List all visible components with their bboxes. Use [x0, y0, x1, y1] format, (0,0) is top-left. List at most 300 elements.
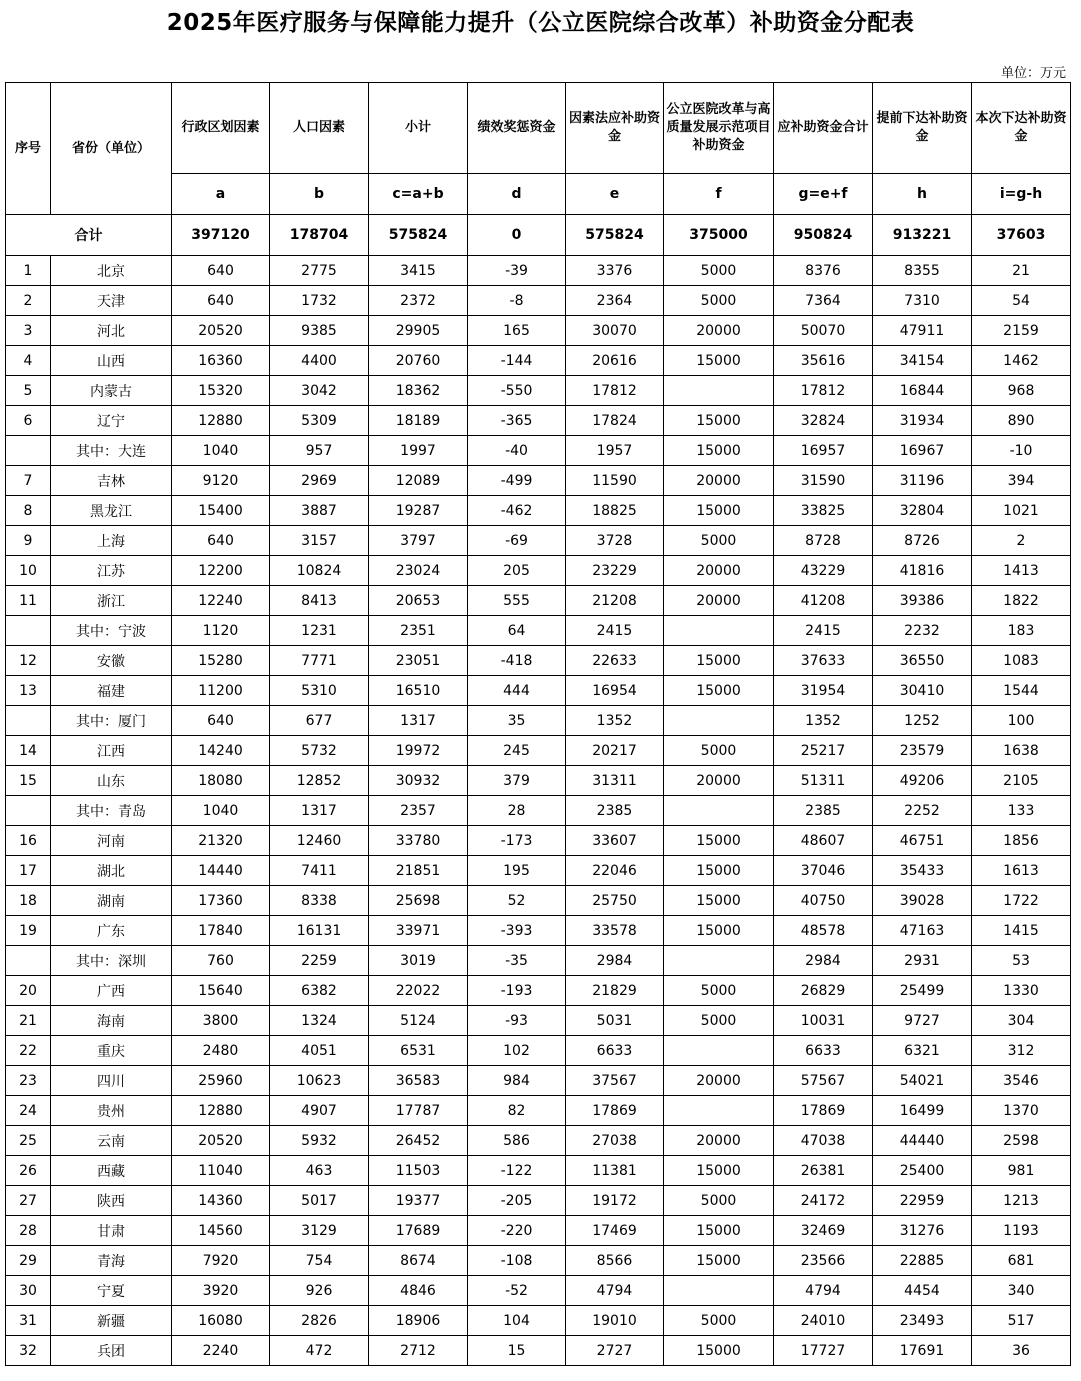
- province-name: 海南: [51, 1006, 172, 1036]
- table-cell: -40: [468, 436, 566, 466]
- table-cell: 24010: [774, 1306, 873, 1336]
- table-cell: 4051: [270, 1036, 369, 1066]
- row-index: 16: [6, 826, 51, 856]
- table-cell: 195: [468, 856, 566, 886]
- table-cell: 15000: [664, 406, 774, 436]
- table-cell: 6633: [774, 1036, 873, 1066]
- row-index: 9: [6, 526, 51, 556]
- table-cell: 6382: [270, 976, 369, 1006]
- table-cell: 32469: [774, 1216, 873, 1246]
- province-name: 贵州: [51, 1096, 172, 1126]
- table-cell: 20520: [172, 316, 270, 346]
- column-formula: a: [172, 174, 270, 215]
- row-index: [6, 616, 51, 646]
- table-cell: 49206: [873, 766, 972, 796]
- table-cell: 15000: [664, 436, 774, 466]
- table-row: [6, 796, 1071, 826]
- province-name: 其中：厦门: [51, 706, 172, 736]
- table-cell: 23493: [873, 1306, 972, 1336]
- row-index: 4: [6, 346, 51, 376]
- table-cell: 6633: [566, 1036, 664, 1066]
- header-row: [6, 83, 1071, 174]
- table-cell: 104: [468, 1306, 566, 1336]
- table-cell: 14560: [172, 1216, 270, 1246]
- table-row: [6, 586, 1071, 616]
- table-cell: 245: [468, 736, 566, 766]
- table-cell: 25400: [873, 1156, 972, 1186]
- province-name: 西藏: [51, 1156, 172, 1186]
- table-row: [6, 1156, 1071, 1186]
- table-cell: 3887: [270, 496, 369, 526]
- table-cell: 444: [468, 676, 566, 706]
- row-index: 5: [6, 376, 51, 406]
- table-cell: 2984: [566, 946, 664, 976]
- table-row: [6, 286, 1071, 316]
- table-cell: 26829: [774, 976, 873, 1006]
- table-cell: 1193: [972, 1216, 1071, 1246]
- table-cell: 19287: [369, 496, 468, 526]
- province-name: 山东: [51, 766, 172, 796]
- table-cell: 22046: [566, 856, 664, 886]
- province-name: 重庆: [51, 1036, 172, 1066]
- table-cell: 9385: [270, 316, 369, 346]
- table-cell: 7310: [873, 286, 972, 316]
- table-cell: 760: [172, 946, 270, 976]
- table-cell: 11200: [172, 676, 270, 706]
- column-formula: e: [566, 174, 664, 215]
- table-cell: 1413: [972, 556, 1071, 586]
- row-index: 11: [6, 586, 51, 616]
- row-index: 15: [6, 766, 51, 796]
- table-row: [6, 346, 1071, 376]
- table-cell: 2712: [369, 1336, 468, 1366]
- table-cell: 4907: [270, 1096, 369, 1126]
- table-cell: 34154: [873, 346, 972, 376]
- table-row: [6, 916, 1071, 946]
- table-cell: 165: [468, 316, 566, 346]
- table-cell: 2105: [972, 766, 1071, 796]
- table-cell: 21320: [172, 826, 270, 856]
- table-cell: 1021: [972, 496, 1071, 526]
- table-cell: 3129: [270, 1216, 369, 1246]
- table-cell: 20000: [664, 1066, 774, 1096]
- table-cell: -39: [468, 256, 566, 286]
- table-cell: 984: [468, 1066, 566, 1096]
- province-name: 山西: [51, 346, 172, 376]
- table-cell: 5309: [270, 406, 369, 436]
- table-cell: 5000: [664, 976, 774, 1006]
- table-cell: 20000: [664, 586, 774, 616]
- table-cell: 12880: [172, 406, 270, 436]
- table-row: [6, 496, 1071, 526]
- column-header: 小计: [369, 83, 468, 174]
- row-index: 20: [6, 976, 51, 1006]
- table-cell: 39386: [873, 586, 972, 616]
- table-cell: 4794: [566, 1276, 664, 1306]
- table-cell: 3728: [566, 526, 664, 556]
- table-cell: -69: [468, 526, 566, 556]
- table-cell: 15000: [664, 826, 774, 856]
- row-index: 30: [6, 1276, 51, 1306]
- table-cell: 517: [972, 1306, 1071, 1336]
- table-row: [6, 316, 1071, 346]
- row-index: 25: [6, 1126, 51, 1156]
- table-cell: 12089: [369, 466, 468, 496]
- total-cell: 575824: [369, 215, 468, 256]
- table-cell: 35433: [873, 856, 972, 886]
- table-cell: 16954: [566, 676, 664, 706]
- table-cell: 16510: [369, 676, 468, 706]
- table-cell: 15400: [172, 496, 270, 526]
- table-cell: 30070: [566, 316, 664, 346]
- table-cell: 41208: [774, 586, 873, 616]
- row-index: 18: [6, 886, 51, 916]
- table-cell: 8674: [369, 1246, 468, 1276]
- table-cell: 640: [172, 706, 270, 736]
- table-cell: -173: [468, 826, 566, 856]
- table-cell: 18189: [369, 406, 468, 436]
- table-cell: 2159: [972, 316, 1071, 346]
- table-row: [6, 1186, 1071, 1216]
- table-cell: 9727: [873, 1006, 972, 1036]
- province-name: 河北: [51, 316, 172, 346]
- table-cell: 20000: [664, 766, 774, 796]
- table-cell: 1317: [270, 796, 369, 826]
- table-cell: 8726: [873, 526, 972, 556]
- province-name: 福建: [51, 676, 172, 706]
- table-cell: [664, 1036, 774, 1066]
- table-cell: 17812: [774, 376, 873, 406]
- table-cell: 23051: [369, 646, 468, 676]
- table-cell: 2259: [270, 946, 369, 976]
- table-cell: -499: [468, 466, 566, 496]
- province-name: 天津: [51, 286, 172, 316]
- table-cell: 4454: [873, 1276, 972, 1306]
- table-cell: 26381: [774, 1156, 873, 1186]
- table-cell: 36550: [873, 646, 972, 676]
- row-index: 24: [6, 1096, 51, 1126]
- table-cell: 31276: [873, 1216, 972, 1246]
- table-cell: 64: [468, 616, 566, 646]
- table-cell: [664, 946, 774, 976]
- table-cell: 2727: [566, 1336, 664, 1366]
- total-label: 合计: [6, 215, 172, 256]
- table-cell: 15000: [664, 916, 774, 946]
- row-index: [6, 796, 51, 826]
- table-cell: 47163: [873, 916, 972, 946]
- table-cell: 640: [172, 256, 270, 286]
- table-cell: 2252: [873, 796, 972, 826]
- table-cell: 15640: [172, 976, 270, 1006]
- table-row: [6, 526, 1071, 556]
- row-index: 14: [6, 736, 51, 766]
- table-cell: 8728: [774, 526, 873, 556]
- table-cell: 15000: [664, 676, 774, 706]
- table-cell: 1415: [972, 916, 1071, 946]
- row-index: 26: [6, 1156, 51, 1186]
- table-row: [6, 706, 1071, 736]
- table-cell: 23229: [566, 556, 664, 586]
- table-cell: 3797: [369, 526, 468, 556]
- table-cell: 12880: [172, 1096, 270, 1126]
- table-cell: 28: [468, 796, 566, 826]
- table-cell: [664, 1276, 774, 1306]
- table-cell: 31311: [566, 766, 664, 796]
- province-name: 上海: [51, 526, 172, 556]
- table-cell: 31954: [774, 676, 873, 706]
- column-header: 提前下达补助资金: [873, 83, 972, 174]
- province-name: 兵团: [51, 1336, 172, 1366]
- table-cell: 3157: [270, 526, 369, 556]
- table-cell: 12852: [270, 766, 369, 796]
- province-name: 甘肃: [51, 1216, 172, 1246]
- table-cell: -220: [468, 1216, 566, 1246]
- table-cell: 5000: [664, 1186, 774, 1216]
- table-cell: 12240: [172, 586, 270, 616]
- table-cell: 1997: [369, 436, 468, 466]
- province-name: 新疆: [51, 1306, 172, 1336]
- unit-label: 单位：万元: [1000, 66, 1066, 81]
- table-row: [6, 616, 1071, 646]
- table-cell: 16844: [873, 376, 972, 406]
- table-cell: 17812: [566, 376, 664, 406]
- table-cell: 21829: [566, 976, 664, 1006]
- table-row: [6, 1336, 1071, 1366]
- table-cell: 677: [270, 706, 369, 736]
- province-name: 浙江: [51, 586, 172, 616]
- table-cell: 133: [972, 796, 1071, 826]
- table-cell: 22022: [369, 976, 468, 1006]
- table-cell: 5732: [270, 736, 369, 766]
- table-cell: 5932: [270, 1126, 369, 1156]
- province-name: 安徽: [51, 646, 172, 676]
- table-cell: 6321: [873, 1036, 972, 1066]
- table-cell: 18906: [369, 1306, 468, 1336]
- column-header: 公立医院改革与高质量发展示范项目补助资金: [664, 83, 774, 174]
- province-name: 陕西: [51, 1186, 172, 1216]
- table-cell: 1462: [972, 346, 1071, 376]
- table-cell: 17727: [774, 1336, 873, 1366]
- table-cell: -52: [468, 1276, 566, 1306]
- table-cell: 2385: [774, 796, 873, 826]
- table-cell: 35616: [774, 346, 873, 376]
- table-cell: 1317: [369, 706, 468, 736]
- table-cell: 32804: [873, 496, 972, 526]
- table-cell: 16499: [873, 1096, 972, 1126]
- table-cell: 16967: [873, 436, 972, 466]
- total-cell: 0: [468, 215, 566, 256]
- column-header: 应补助资金合计: [774, 83, 873, 174]
- table-cell: 14240: [172, 736, 270, 766]
- table-cell: 17691: [873, 1336, 972, 1366]
- table-cell: -122: [468, 1156, 566, 1186]
- province-name: 湖南: [51, 886, 172, 916]
- table-cell: 17787: [369, 1096, 468, 1126]
- table-row: [6, 946, 1071, 976]
- table-cell: 23579: [873, 736, 972, 766]
- table-cell: 7920: [172, 1246, 270, 1276]
- table-cell: 25698: [369, 886, 468, 916]
- column-header: 行政区划因素: [172, 83, 270, 174]
- table-cell: 57567: [774, 1066, 873, 1096]
- total-cell: 37603: [972, 215, 1071, 256]
- table-cell: 17360: [172, 886, 270, 916]
- table-cell: 2415: [566, 616, 664, 646]
- table-row: [6, 376, 1071, 406]
- table-cell: 586: [468, 1126, 566, 1156]
- table-cell: 14440: [172, 856, 270, 886]
- column-formula: c=a+b: [369, 174, 468, 215]
- table-cell: 16360: [172, 346, 270, 376]
- column-header: 因素法应补助资金: [566, 83, 664, 174]
- table-cell: 183: [972, 616, 1071, 646]
- column-formula: d: [468, 174, 566, 215]
- table-cell: 50070: [774, 316, 873, 346]
- table-cell: 22885: [873, 1246, 972, 1276]
- table-cell: 52: [468, 886, 566, 916]
- table-cell: 1083: [972, 646, 1071, 676]
- table-cell: 33971: [369, 916, 468, 946]
- table-cell: 1613: [972, 856, 1071, 886]
- table-cell: 7364: [774, 286, 873, 316]
- table-cell: 12460: [270, 826, 369, 856]
- table-cell: 1040: [172, 796, 270, 826]
- table-cell: 31934: [873, 406, 972, 436]
- table-cell: 47911: [873, 316, 972, 346]
- table-cell: 30410: [873, 676, 972, 706]
- table-cell: -462: [468, 496, 566, 526]
- column-header: 绩效奖惩资金: [468, 83, 566, 174]
- table-cell: 17824: [566, 406, 664, 436]
- table-cell: 16131: [270, 916, 369, 946]
- row-index: 12: [6, 646, 51, 676]
- table-row: [6, 406, 1071, 436]
- table-cell: 5017: [270, 1186, 369, 1216]
- table-cell: 19172: [566, 1186, 664, 1216]
- row-index: 21: [6, 1006, 51, 1036]
- table-cell: 640: [172, 526, 270, 556]
- table-cell: 7411: [270, 856, 369, 886]
- table-cell: 12200: [172, 556, 270, 586]
- table-cell: -93: [468, 1006, 566, 1036]
- table-cell: 31590: [774, 466, 873, 496]
- table-cell: 4846: [369, 1276, 468, 1306]
- table-cell: -365: [468, 406, 566, 436]
- table-cell: 20653: [369, 586, 468, 616]
- table-cell: -418: [468, 646, 566, 676]
- table-cell: 1544: [972, 676, 1071, 706]
- table-row: [6, 1036, 1071, 1066]
- table-cell: 1231: [270, 616, 369, 646]
- table-cell: -10: [972, 436, 1071, 466]
- table-cell: 11381: [566, 1156, 664, 1186]
- column-formula: f: [664, 174, 774, 215]
- province-name: 广东: [51, 916, 172, 946]
- table-cell: 19010: [566, 1306, 664, 1336]
- table-cell: 3546: [972, 1066, 1071, 1096]
- table-cell: 2415: [774, 616, 873, 646]
- table-cell: 15000: [664, 856, 774, 886]
- table-row: [6, 646, 1071, 676]
- table-cell: 11590: [566, 466, 664, 496]
- table-cell: 40750: [774, 886, 873, 916]
- table-cell: 15000: [664, 646, 774, 676]
- table-cell: 17840: [172, 916, 270, 946]
- table-cell: 8338: [270, 886, 369, 916]
- table-cell: 2372: [369, 286, 468, 316]
- table-cell: 15320: [172, 376, 270, 406]
- table-cell: 22633: [566, 646, 664, 676]
- table-cell: 25217: [774, 736, 873, 766]
- table-cell: 53: [972, 946, 1071, 976]
- table-cell: 37046: [774, 856, 873, 886]
- province-name: 江苏: [51, 556, 172, 586]
- table-cell: 5031: [566, 1006, 664, 1036]
- table-cell: 20217: [566, 736, 664, 766]
- total-cell: 913221: [873, 215, 972, 256]
- table-cell: 41816: [873, 556, 972, 586]
- table-cell: 3042: [270, 376, 369, 406]
- table-cell: 5310: [270, 676, 369, 706]
- table-cell: 22959: [873, 1186, 972, 1216]
- table-row: [6, 856, 1071, 886]
- table-cell: [664, 376, 774, 406]
- table-cell: 37567: [566, 1066, 664, 1096]
- table-cell: 17869: [774, 1096, 873, 1126]
- table-cell: 24172: [774, 1186, 873, 1216]
- table-cell: 2931: [873, 946, 972, 976]
- table-cell: 19377: [369, 1186, 468, 1216]
- table-cell: 4400: [270, 346, 369, 376]
- table-cell: 5000: [664, 736, 774, 766]
- table-cell: 394: [972, 466, 1071, 496]
- table-cell: -108: [468, 1246, 566, 1276]
- table-cell: 21: [972, 256, 1071, 286]
- table-cell: 19972: [369, 736, 468, 766]
- page-title: 2025年医疗服务与保障能力提升（公立医院综合改革）补助资金分配表: [166, 10, 915, 36]
- row-index: 7: [6, 466, 51, 496]
- table-cell: 15000: [664, 1336, 774, 1366]
- table-cell: 21208: [566, 586, 664, 616]
- table-cell: 2351: [369, 616, 468, 646]
- table-cell: [664, 1096, 774, 1126]
- row-index: [6, 706, 51, 736]
- table-cell: 2826: [270, 1306, 369, 1336]
- table-cell: 33578: [566, 916, 664, 946]
- table-cell: 3920: [172, 1276, 270, 1306]
- table-cell: 36583: [369, 1066, 468, 1096]
- table-cell: 1856: [972, 826, 1071, 856]
- table-cell: -8: [468, 286, 566, 316]
- row-index: 19: [6, 916, 51, 946]
- table-cell: 3415: [369, 256, 468, 286]
- column-header: 省份（单位）: [51, 83, 172, 215]
- table-cell: 2385: [566, 796, 664, 826]
- table-cell: 100: [972, 706, 1071, 736]
- table-cell: -35: [468, 946, 566, 976]
- table-cell: 10031: [774, 1006, 873, 1036]
- total-cell: 950824: [774, 215, 873, 256]
- table-cell: 14360: [172, 1186, 270, 1216]
- column-formula: i=g-h: [972, 174, 1071, 215]
- table-cell: 5000: [664, 1006, 774, 1036]
- table-cell: 3800: [172, 1006, 270, 1036]
- province-name: 吉林: [51, 466, 172, 496]
- row-index: 17: [6, 856, 51, 886]
- table-cell: 2: [972, 526, 1071, 556]
- table-cell: -393: [468, 916, 566, 946]
- table-cell: 23024: [369, 556, 468, 586]
